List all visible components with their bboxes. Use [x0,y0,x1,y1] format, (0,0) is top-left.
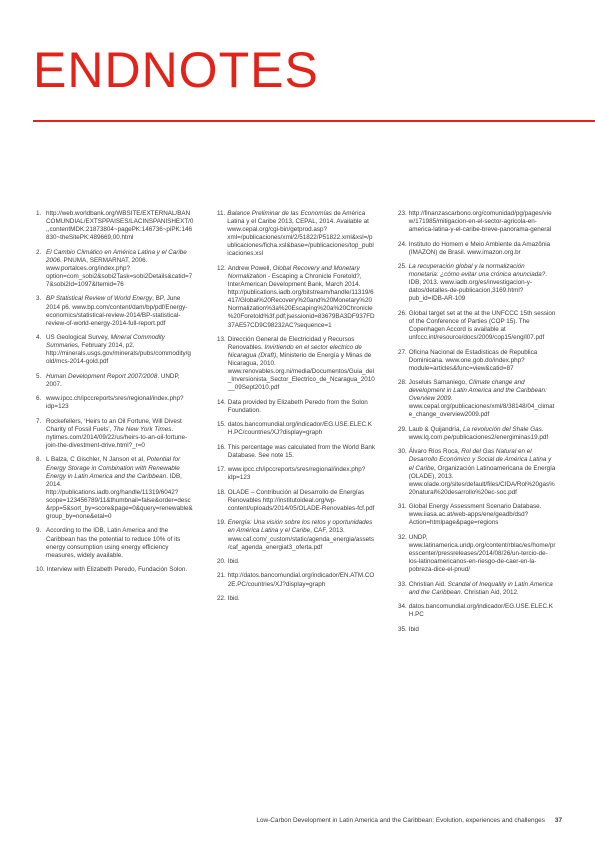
endnote-text [409,349,556,373]
endnote-text [46,418,194,450]
endnote-title-italic: Scandal of Inequality in Latin America and the Caribbean [408,580,553,596]
endnotes-column-1 [36,210,194,581]
endnote-item [36,373,194,389]
endnote-text-segment: UNDP, www.latinamerica.undp.org/content/rblac/es/home/presscenter/pressreleases/2014/08/26/un-tercio-de-los-latinoamericanos-en-riesgo-de-caer-en-la-pobreza-dice-el-pnud/ [408,533,556,574]
endnote-item [398,603,556,619]
endnote-number: 30. [398,448,407,456]
endnote-title-italic: Global Recovery and Monetary Normalization [227,264,360,280]
endnote-item [36,249,194,289]
endnote-text-segment: . PNUMA, SERMARNAT, 2006. www.portalces.org/index.php?option=com_sobi2&sobi2Task=sobi2Details&catid=77&sobi2Id=1097&Itemid=76 [46,256,193,289]
endnote-text [46,210,194,242]
endnote-text-segment: This percentage was calculated from the World Bank Database. See note 15. [227,443,375,459]
endnote-text [228,519,375,551]
endnote-title-italic: Human Development Report 2007/2008 [46,372,158,380]
endnotes-column-3 [398,210,556,640]
endnote-number: 25. [398,263,407,271]
endnote-text-segment: , Organización Latinoamericana de Energía (OLADE), 2013. www.olade.org/sites/default/files/CIDA/Rol%20gas%20natural%20desarrollo%20ec-soc.pdf [408,464,556,496]
endnote-item [217,336,375,393]
endnote-number: 21. [217,572,226,580]
endnote-item [398,626,556,634]
endnote-item [217,572,375,588]
endnote-number: 33. [398,580,407,588]
endnote-text [47,566,194,574]
endnote-text-segment: US Geological Survey, [46,334,111,342]
endnote-text-segment: www.ipcc.ch/ipccreports/sres/regional/index.php?idp=123 [46,395,184,411]
endnote-item [217,558,375,566]
endnote-text-segment: Interview with Elizabeth Peredo, Fundación Solon. [46,566,188,574]
endnote-item [398,310,556,342]
endnote-item [398,349,556,373]
endnote-text [409,241,556,257]
endnote-number: 22. [217,594,226,602]
endnote-text-segment: http://web.worldbank.org/WBSITE/EXTERNAL/BANCOMUNDIAL/EXTSPPAISES/LACINSPANISHEXT/0,,contentMDK:21873804~pagePK:146736~piPK:146830~theSitePK:489669,00.html [46,210,194,242]
title-divider [33,120,595,122]
endnote-text [409,426,556,442]
endnote-number: 20. [217,558,226,566]
page-title: ENDNOTES [33,42,319,98]
endnote-title-italic: Energía: Una visión sobre los retos y oportunidades en América Latina y el Caribe [227,519,373,535]
endnote-text-segment: Ibid. [227,594,240,602]
endnote-text-segment: Álvaro Ríos Roca, [408,448,462,456]
endnote-text [46,527,194,559]
endnote-item [36,418,194,450]
endnote-number: 7. [36,417,42,425]
endnote-text [228,336,375,393]
endnote-text [228,558,375,566]
endnote-item [217,466,375,482]
endnote-number: 19. [217,519,226,527]
endnote-item [36,456,194,521]
page-footer [0,817,562,825]
endnote-text-segment: OLADE – Contribución al Desarrollo de Energías Renovables http://institutoideal.org/wp-content/uploads/2014/05/OLADE-Renovables-fcf.pdf [227,488,375,512]
endnote-item [398,534,556,574]
endnote-text-segment: Dirección General de Electricidad y Recursos Renovables. [227,335,355,351]
endnote-number: 23. [398,210,407,217]
endnote-text-segment: Instituto do Homem e Meio Ambiente da Amazônia (IMAZON) de Brasil. www.imazon.org.br [408,240,551,256]
endnote-text-segment: . UNDP, 2007. [46,372,180,388]
endnote-item [36,527,194,559]
endnote-item [398,263,556,303]
endnote-number: 11. [217,210,226,217]
endnote-item [398,241,556,257]
endnote-text-segment: Ibid [408,625,419,633]
endnote-text [409,534,556,574]
endnote-item [36,334,194,366]
endnote-number: 1. [36,210,42,217]
endnote-title-italic: The New York Times [113,425,172,433]
endnote-number: 26. [398,309,407,317]
endnote-title-italic: Invirtiendo en el sector electrico de Nicaragua (Draft) [227,344,362,360]
footer-text: Low-Carbon Development in Latin America and the Caribbean: Evolution, experiences and challenges [256,817,545,824]
endnote-item [36,395,194,411]
endnote-text [409,603,556,619]
endnote-number: 2. [36,248,42,256]
endnote-title-italic: La recuperación global y la normalización monetaria: ¿cómo evitar una crónica anunciada? [408,263,546,279]
endnote-item [398,448,556,497]
endnote-text-segment: According to the IDB, Latin America and the Caribbean has the potential to reduce 10% of its energy consumption using energy efficiency measures, widely available. [46,527,181,559]
endnote-item [217,444,375,460]
endnote-text-segment: www.ipcc.ch/ipccreports/sres/regional/index.php?idp=123 [227,466,366,482]
endnote-text-segment: . IDB, 2013. www.iadb.org/es/investigacion-y-datos/detalles-de-publicacion,3169.html?pub_id=IDB-AR-109 [408,271,548,303]
endnote-text [228,399,375,415]
endnote-text-segment: L Balza, C Gischler, N Janson et al, [46,456,147,464]
endnote-text-segment: Christian Aid. [408,580,448,588]
endnote-title-italic: Rol del Gas Natural en el Desarrollo Económico y Social de América Latina y el Caribe [408,448,552,472]
endnote-item [217,519,375,551]
endnote-text [46,295,194,327]
endnote-text-segment: datos.bancomundial.org/indicador/EG.USE.ELEC.KH.PC [408,603,553,619]
endnote-number: 34. [398,603,407,611]
endnote-text-segment: Joseluis Samaniego, [408,379,469,387]
endnote-text-segment: datos.bancomundial.org/indicador/EG.USE.ELEC.KH.PC/countries/XJ?display=graph [227,421,372,437]
endnote-number: 10. [36,566,45,574]
endnote-number: 12. [217,264,226,272]
endnote-text [409,448,556,497]
endnote-text-segment: , BP, June 2014 p6. www.bp.com/content/dam/bp/pdf/Energy-economics/statistical-review-2014/BP-statistical-review-of-world-energy-2014-full-report.pdf [46,295,188,327]
endnote-text [409,626,556,634]
endnote-number: 13. [217,335,226,343]
endnote-item [217,399,375,415]
endnote-item [217,421,375,437]
endnote-item [398,210,556,234]
endnotes-column-2 [217,210,375,609]
endnote-text-segment: Andrew Powell, [227,264,273,272]
endnote-text [409,379,556,419]
endnote-item [398,426,556,442]
endnote-text [46,395,194,411]
endnote-text-segment: , CAF, 2013. www.caf.com/_custom/static/agenda_energia/assets/caf_agenda_energiat3_oferta.pdf [227,527,375,551]
endnote-text-segment: . www.lq.com.pe/publicaciones2/energiminas19.pdf [408,425,549,441]
endnote-text [228,444,375,460]
endnote-text [46,456,194,521]
endnote-item [36,210,194,242]
endnote-item [217,489,375,513]
endnote-text [409,210,556,234]
endnote-text-segment: Rockefellers, ‘Heirs to an Oil Fortune, Will Divest Charity of Fossil Fuels’, [46,417,182,433]
endnote-number: 14. [217,398,226,406]
endnote-item [217,595,375,603]
endnote-number: 31. [398,503,407,511]
endnote-title-italic: Balance Preliminar de las Economías [227,210,332,217]
endnote-text [409,581,556,597]
endnote-title-italic: BP Statistical Review of World Energy [46,295,153,303]
endnote-text [228,265,375,330]
endnote-title-italic: El Cambio Climático en América Latina y el Caribe 2006 [46,248,187,264]
endnote-text-segment: Global target set at the at the UNFCCC 15th session of the Conference of Parties (COP 15). The Copenhagen Accord is available at unfccc.int/resource/docs/2009/cop15/eng/l07.pdf [408,309,556,342]
endnote-text [46,373,194,389]
endnote-text [409,503,556,527]
endnote-text [228,421,375,437]
endnote-item [398,379,556,419]
endnote-text [228,489,375,513]
endnote-number: 16. [217,443,226,451]
endnote-text [46,334,194,366]
endnote-number: 17. [217,466,226,474]
endnote-number: 4. [36,334,42,342]
endnote-text-segment: Global Energy Assessment Scenario Database. www.iiasa.ac.at/web-apps/ene/geadb/dsd?Action=htmlpage&page=regions [408,503,542,527]
endnote-text [227,210,375,259]
endnote-text [46,249,194,289]
endnote-number: 24. [398,240,407,248]
endnote-text-segment: . nytimes.com/2014/09/22/us/heirs-to-an-oil-fortune-join-the-divestment-drive.html?_r=0 [46,425,188,450]
endnote-item [398,581,556,597]
endnote-number: 15. [217,421,226,429]
endnote-text-segment: Ibid. [227,558,240,566]
endnote-text-segment: - Escaping a Chronicle Foretold?, InterAmerican Development Bank, March 2014. http://publications.iadb.org/bitstream/handle/11319/6417/Global%20Recovery%20and%20Monetary%20Normalization%3a%20Escaping%20a%20Chronicle%20Foretold%3f.pdf;jsessionid=83679BA3DF937FD37AE57CD9C98232AC?sequence=1 [227,272,375,329]
endnote-text [228,466,375,482]
endnote-item [36,566,194,574]
endnote-number: 27. [398,348,407,356]
endnote-number: 32. [398,533,407,541]
endnote-number: 29. [398,425,407,433]
endnote-text-segment: , Ministerio de Energía y Minas de Nicaragua, 2010. www.renovables.org.ni/media/Documentos/Guia_del_Inversionista_Sector_Electrico_de_Ncaragua_2010__09Sept2010.pdf [227,352,375,392]
endnote-text-segment: Data provided by Elizabeth Peredo from the Solon Foundation. [227,398,368,414]
endnote-number: 6. [36,395,42,403]
endnote-text [228,572,375,588]
endnote-item [217,265,375,330]
endnote-number: 28. [398,379,407,387]
endnote-text-segment: http://datos.bancomundial.org/indicador/EN.ATM.CO2E.PC/countries/XJ?display=graph [227,572,375,588]
endnote-text-segment: http://finanzascarbono.org/comunidad/pg/pages/view/171985/mitigacion-en-el-sector-agricola-en-america-latina-y-el-caribe-breve-panorama-general [408,210,552,234]
endnote-title-italic: La revolución del Shale Gas [463,425,542,433]
endnote-number: 5. [36,372,42,380]
endnote-text-segment: , February 2014, p2. http://minerals.usgs.gov/minerals/pubs/commodity/gold/mcs-2014-gold.pdf [46,342,191,366]
endnote-text-segment: Laub & Quijandría, [408,425,464,433]
endnote-text-segment: . IDB, 2014. http://publications.iadb.org/handle/11319/6042?scope=123456789/11&thumbnail=false&order=desc&rpp=5&sort_by=score&page=0&query=renewable&group_by=none&etal=0 [46,472,193,521]
endnote-text-segment: . Christian Aid, 2012. [460,588,519,596]
endnote-text [409,310,556,342]
endnote-number: 18. [217,488,226,496]
endnote-title-italic: Potential for Energy Storage in Combination with Renewable Energy in Latin America and the Caribbean [46,456,181,480]
endnote-number: 35. [398,625,407,633]
page-number: 37 [554,817,562,824]
endnote-text-segment: Oficina Nacional de Estadisticas de Republica Dominicana. www.one.gob.do/index.php?module=articles&func=view&catid=87 [408,348,538,372]
endnote-text [409,263,556,303]
endnote-text-segment: . www.cepal.org/publicaciones/xml/8/38148/04_climate_change_overview2009.pdf [408,395,555,419]
endnote-item [36,295,194,327]
endnote-text-segment: de América Latina y el Caribe 2013, CEPAL, 2014. Available at www.cepal.org/cgi-bin/getprod.asp?xml=/publicaciones/xml/2/51822/P51822.xml&xsl=/publicaciones/ficha.xsl&base=/publicaciones/top_publicaciones.xsl [227,210,374,258]
endnote-text [228,595,375,603]
endnote-number: 8. [36,456,42,464]
endnote-title-italic: Climate change and development in Latin America and the Caribbean: Overview 2009 [408,379,547,403]
endnote-number: 3. [36,295,42,303]
endnote-title-italic: Mineral Commodity Summaries [46,334,165,350]
endnote-item [217,210,375,259]
endnote-item [398,503,556,527]
endnote-number: 9. [36,527,42,535]
